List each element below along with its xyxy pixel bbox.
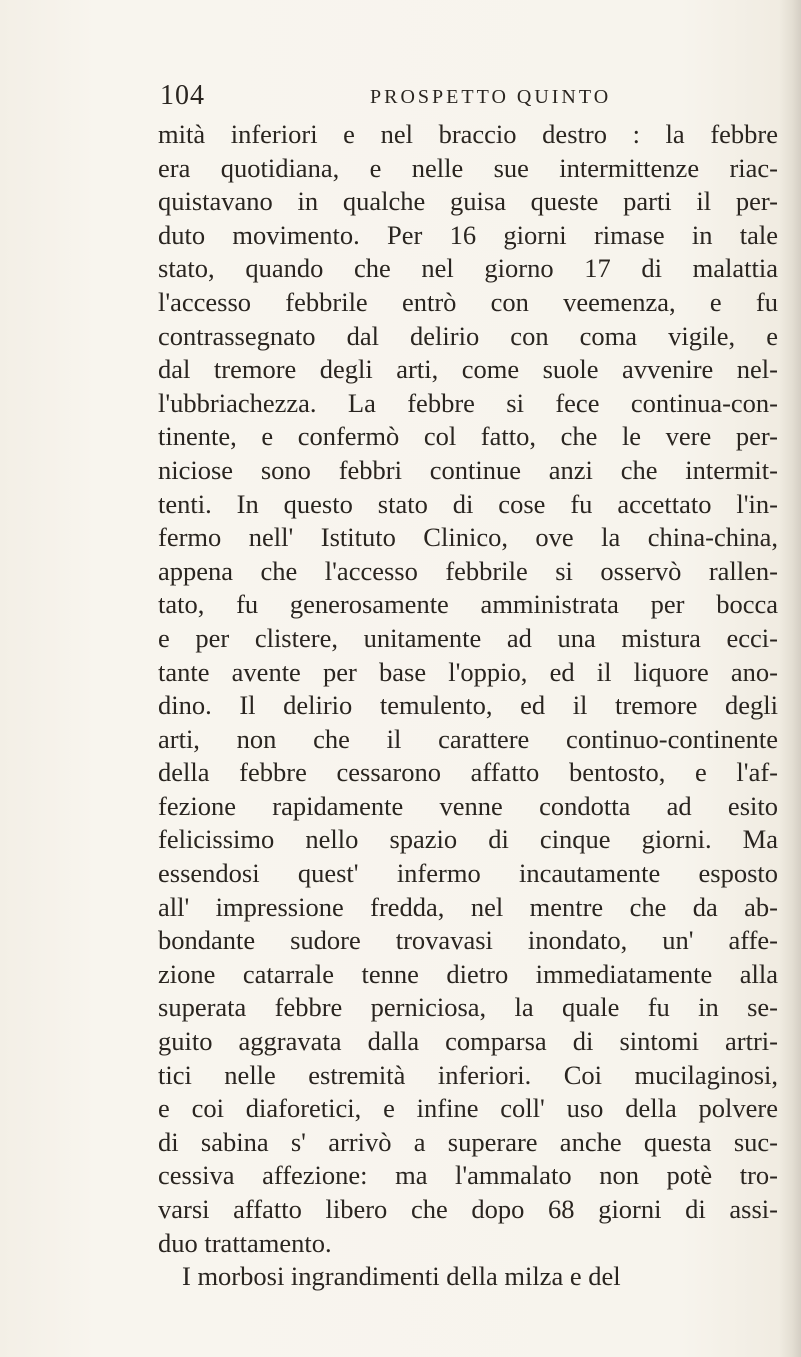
- body-text: [158, 118, 778, 1294]
- text-line: tici nelle estremità inferiori. Coi mucilaginosi,: [158, 1059, 778, 1090]
- text-line: fermo nell' Istituto Clinico, ove la china-china,: [158, 522, 778, 553]
- text-line: cessiva affezione: ma l'ammalato non potè tro-: [158, 1160, 778, 1191]
- text-line: bondante sudore trovavasi inondato, un' affe-: [158, 925, 778, 956]
- text-line: stato, quando che nel giorno 17 di malattia: [158, 253, 778, 284]
- text-line: dal tremore degli arti, come suole avvenire nel-: [158, 354, 778, 385]
- text-line: l'accesso febbrile entrò con veemenza, e fu: [158, 286, 778, 317]
- text-line: tato, fu generosamente amministrata per bocca: [158, 589, 778, 620]
- text-line: tenti. In questo stato di cose fu accettato l'in-: [158, 488, 778, 519]
- text-line: tinente, e confermò col fatto, che le vere per-: [158, 421, 778, 452]
- text-line: duo trattamento.: [158, 1227, 332, 1258]
- text-line: dino. Il delirio temulento, ed il tremore degli: [158, 690, 778, 721]
- text-line: appena che l'accesso febbrile si osservò rallen-: [158, 555, 778, 586]
- page-number: 104: [160, 80, 205, 111]
- text-line: mità inferiori e nel braccio destro : la febbre: [158, 119, 778, 149]
- text-line: e per clistere, unitamente ad una mistura ecci-: [158, 622, 778, 653]
- text-line: essendosi quest' infermo incautamente esposto: [158, 858, 778, 889]
- text-line: superata febbre perniciosa, la quale fu in se-: [158, 992, 778, 1023]
- page-header: [160, 80, 660, 120]
- text-line: felicissimo nello spazio di cinque giorni. Ma: [158, 824, 778, 855]
- text-line: duto movimento. Per 16 giorni rimase in tale: [158, 219, 778, 250]
- running-head: PROSPETTO QUINTO: [370, 86, 612, 108]
- text-line: quistavano in qualche guisa queste parti il per-: [158, 186, 778, 217]
- page-edge-shadow: [779, 0, 801, 1357]
- text-line: era quotidiana, e nelle sue intermittenze riac-: [158, 152, 778, 183]
- text-line: zione catarrale tenne dietro immediatamente alla: [158, 958, 778, 989]
- text-line: di sabina s' arrivò a superare anche questa suc-: [158, 1126, 778, 1157]
- text-line: guito aggravata dalla comparsa di sintomi artri-: [158, 1026, 778, 1057]
- text-line: varsi affatto libero che dopo 68 giorni di assi-: [158, 1194, 778, 1224]
- text-line: arti, non che il carattere continuo-continente: [158, 723, 778, 754]
- text-line: all' impressione fredda, nel mentre che da ab-: [158, 891, 778, 922]
- text-line: della febbre cessarono affatto bentosto, e l'af-: [158, 757, 778, 788]
- text-line: contrassegnato dal delirio con coma vigile, e: [158, 320, 778, 351]
- text-line: tante avente per base l'oppio, ed il liquore ano-: [158, 656, 778, 687]
- text-line: l'ubbriachezza. La febbre si fece continua-con-: [158, 387, 778, 418]
- text-line: niciose sono febbri continue anzi che intermit-: [158, 454, 778, 485]
- text-line: I morbosi ingrandimenti della milza e del: [182, 1261, 621, 1292]
- text-line: e coi diaforetici, e infine coll' uso della polvere: [158, 1093, 778, 1124]
- text-line: fezione rapidamente venne condotta ad esito: [158, 790, 778, 821]
